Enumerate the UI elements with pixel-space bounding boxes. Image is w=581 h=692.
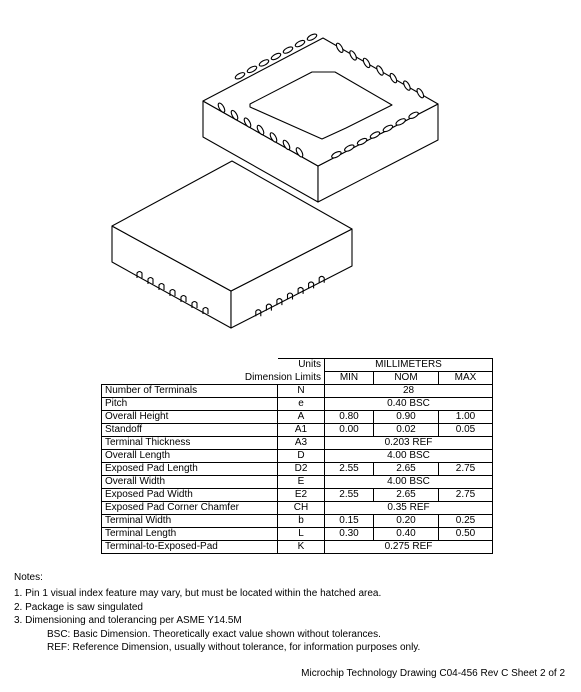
row-symbol: D xyxy=(278,450,325,463)
row-max: 2.75 xyxy=(439,489,493,502)
row-value: 28 xyxy=(325,385,493,398)
row-name: Overall Length xyxy=(102,450,278,463)
row-symbol: N xyxy=(278,385,325,398)
row-symbol: e xyxy=(278,398,325,411)
row-name: Standoff xyxy=(102,424,278,437)
row-name: Overall Height xyxy=(102,411,278,424)
row-name: Overall Width xyxy=(102,476,278,489)
row-symbol: D2 xyxy=(278,463,325,476)
row-name: Terminal-to-Exposed-Pad xyxy=(102,541,278,554)
table-row xyxy=(102,541,493,554)
row-nom: 0.20 xyxy=(374,515,439,528)
row-symbol: E xyxy=(278,476,325,489)
row-name: Terminal Width xyxy=(102,515,278,528)
row-min: 0.30 xyxy=(325,528,374,541)
row-max: 0.50 xyxy=(439,528,493,541)
terminal-pad xyxy=(258,58,269,67)
row-name: Number of Terminals xyxy=(102,385,278,398)
row-value: 0.203 REF xyxy=(325,437,493,450)
col-nom: NOM xyxy=(374,372,439,385)
row-name: Pitch xyxy=(102,398,278,411)
row-symbol: E2 xyxy=(278,489,325,502)
row-value: 0.40 BSC xyxy=(325,398,493,411)
row-name: Terminal Length xyxy=(102,528,278,541)
row-symbol: CH xyxy=(278,502,325,515)
row-min: 0.80 xyxy=(325,411,374,424)
note-3: 3. Dimensioning and tolerancing per ASME Y14.5M xyxy=(14,615,242,627)
table-row xyxy=(102,437,493,450)
table-row xyxy=(102,515,493,528)
table-row xyxy=(102,502,493,515)
table-row xyxy=(102,450,493,463)
header-row xyxy=(102,372,493,385)
row-symbol: L xyxy=(278,528,325,541)
dimension-table xyxy=(101,358,493,554)
terminal-pad xyxy=(306,33,317,42)
row-nom: 0.02 xyxy=(374,424,439,437)
note-bsc: BSC: Basic Dimension. Theoretically exact value shown without tolerances. xyxy=(47,628,381,640)
dimension-limits-label: Dimension Limits xyxy=(102,372,325,385)
col-min: MIN xyxy=(325,372,374,385)
row-name: Exposed Pad Corner Chamfer xyxy=(102,502,278,515)
row-min: 2.55 xyxy=(325,489,374,502)
row-min: 2.55 xyxy=(325,463,374,476)
row-value: 0.35 REF xyxy=(325,502,493,515)
table-row xyxy=(102,385,493,398)
row-max: 2.75 xyxy=(439,463,493,476)
table-row xyxy=(102,489,493,502)
note-ref: REF: Reference Dimension, usually without tolerance, for information purposes only. xyxy=(47,642,421,654)
row-max: 1.00 xyxy=(439,411,493,424)
units-value: MILLIMETERS xyxy=(325,359,493,372)
table-row xyxy=(102,424,493,437)
row-max: 0.05 xyxy=(439,424,493,437)
row-value: 4.00 BSC xyxy=(325,476,493,489)
terminal-pad xyxy=(270,52,281,61)
row-nom: 0.90 xyxy=(374,411,439,424)
terminal-pad xyxy=(282,46,293,55)
notes-heading: Notes: xyxy=(14,572,43,583)
drawing-footer: Microchip Technology Drawing C04-456 Rev C Sheet 2 of 2 xyxy=(301,668,565,679)
units-row xyxy=(102,359,493,372)
table-row xyxy=(102,528,493,541)
units-label: Units xyxy=(278,359,325,372)
row-symbol: b xyxy=(278,515,325,528)
row-nom: 2.65 xyxy=(374,463,439,476)
col-max: MAX xyxy=(439,372,493,385)
row-symbol: K xyxy=(278,541,325,554)
row-nom: 0.40 xyxy=(374,528,439,541)
row-value: 4.00 BSC xyxy=(325,450,493,463)
table-row xyxy=(102,398,493,411)
row-nom: 2.65 xyxy=(374,489,439,502)
table-row xyxy=(102,463,493,476)
row-min: 0.15 xyxy=(325,515,374,528)
notes xyxy=(14,571,420,654)
terminal-pad xyxy=(246,65,257,74)
row-name: Terminal Thickness xyxy=(102,437,278,450)
row-value: 0.275 REF xyxy=(325,541,493,554)
note-1: 1. Pin 1 visual index feature may vary, but must be located within the hatched area. xyxy=(14,588,382,600)
row-symbol: A1 xyxy=(278,424,325,437)
row-name: Exposed Pad Width xyxy=(102,489,278,502)
row-max: 0.25 xyxy=(439,515,493,528)
row-symbol: A xyxy=(278,411,325,424)
table-row xyxy=(102,411,493,424)
table-row xyxy=(102,476,493,489)
terminal-pad xyxy=(294,39,305,48)
row-symbol: A3 xyxy=(278,437,325,450)
note-2: 2. Package is saw singulated xyxy=(14,601,143,613)
row-name: Exposed Pad Length xyxy=(102,463,278,476)
package-drawing xyxy=(0,0,581,345)
row-min: 0.00 xyxy=(325,424,374,437)
